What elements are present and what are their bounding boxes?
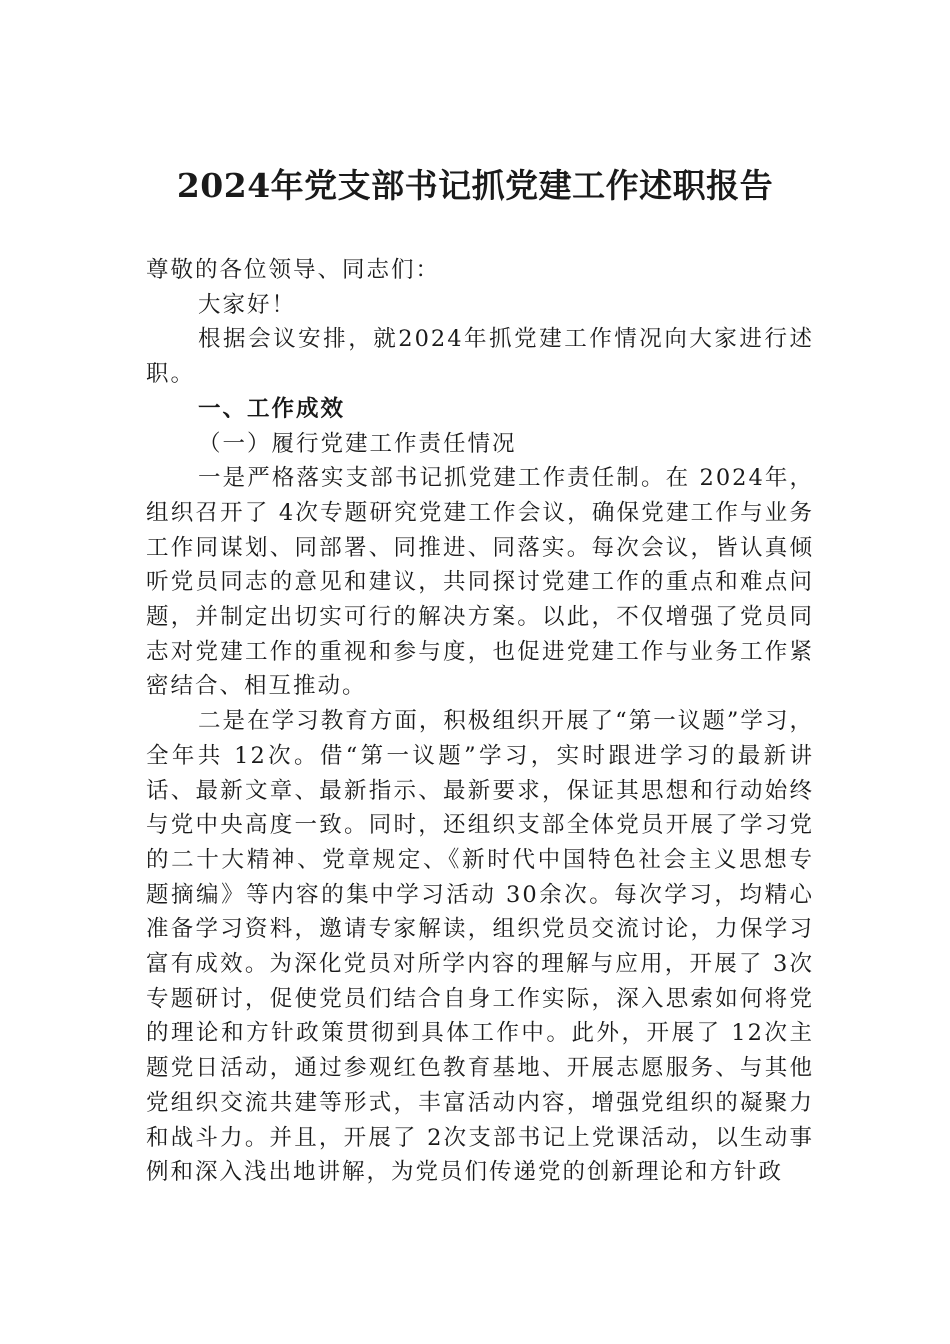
subsection-heading: （一）履行党建工作责任情况 (198, 430, 517, 457)
section-heading: 一、工作成效 (198, 395, 346, 422)
document-body (146, 253, 814, 1190)
greeting: 大家好！ (198, 291, 297, 318)
document-title: 2024年党支部书记抓党建工作述职报告 (176, 166, 774, 205)
body-paragraph: 一是严格落实支部书记抓党建工作责任制。在 2024年，组织召开了 4次专题研究党建工作会议，确保党建工作与业务工作同谋划、同部署、同推进、同落实。每次会议，皆认真倾听党员同志的意见和建议，共同探讨党建工作的重点和难点问题，并制定出切实可行的解决方案。以此，不仅增强了党员同志对党建工作的重视和参与度，也促进党建工作与业务工作紧密结合、相互推动。 (146, 465, 814, 700)
salutation: 尊敬的各位领导、同志们： (146, 257, 441, 283)
intro-paragraph: 根据会议安排，就2024年抓党建工作情况向大家进行述职。 (146, 326, 814, 388)
body-paragraph: 二是在学习教育方面，积极组织开展了“第一议题”学习，全年共 12次。借“第一议题”学习，实时跟进学习的最新讲话、最新文章、最新指示、最新要求，保证其思想和行动始终与党中央高度一致。同时，还组织支部全体党员开展了学习党的二十大精神、党章规定、《新时代中国特色社会主义思想专题摘编》等内容的集中学习活动 30余次。每次学习，均精心准备学习资料，邀请专家解读，组织党员交流讨论，力保学习富有成效。为深化党员对所学内容的理解与应用，开展了 3次专题研讨，促使党员们结合自身工作实际，深入思索如何将党的理论和方针政策贯彻到具体工作中。此外，开展了 12次主题党日活动，通过参观红色教育基地、开展志愿服务、与其他党组织交流共建等形式，丰富活动内容，增强党组织的凝聚力和战斗力。并且，开展了 2次支部书记上党课活动，以生动事例和深入浅出地讲解，为党员们传递党的创新理论和方针政 (146, 708, 814, 1186)
